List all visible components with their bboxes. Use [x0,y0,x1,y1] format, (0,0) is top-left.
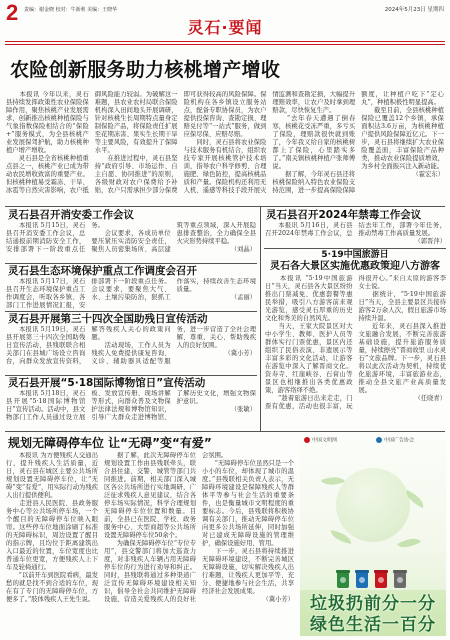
poster-org-left-label: 中国文明网 [312,437,338,444]
eco-headline: 灵石县生态环境保护重点工作调度会召开 [8,265,197,277]
poster-slogan-line2: 绿色生活一百分 [310,615,436,635]
poster-org-right-label: 中国广告协会 [384,437,415,444]
museum-day-byline: （张敏） [230,406,256,413]
tourism-text: 本报讯 “5·19中国旅游日”当天，灵石县各大景区纷纷推出门票减免、优惠套餐等惠民举措，吸引八方游客前来观光游览，感受灵石厚重的历史文化和秀美的自然风光。 当天，王家大院景区对大中小学生、教师、医护人员等群体实行门票优惠，景区内还组织了民俗表演、非遗展示等丰富多彩的文化活动，让游客在游览中深入了解晋商文化。资寿寺、红崖峡谷、石膏山等景区也相继推出各类优惠政策，游客络绎不绝。 “趁着旅游日出来走走，门票有优惠，活动也很丰富，玩得很开心。”来自太原的游客李女士说。 据统计，“5·19中国旅游日”当天，全县主要景区共接待游客2万余人次，假日旅游市场持续升温。 近年来，灵石县深入推进文旅融合发展，不断完善旅游基础设施，提升旅游服务质量，持续擦亮“晋商故里 山水灵石”文旅品牌。下一步，灵石县将以此次活动为契机，持续优化旅游环境，丰富旅游业态，推动全县文旅产业高质量发展。 [265,275,446,410]
fire-safety-body [6,222,256,262]
tourism-headline: 灵石各大景区实施优惠政策迎八方游客 [270,261,440,272]
poster-slogan-line1: 垃圾扔前分一分 [310,594,436,614]
disability-day-headline: 灵石县开展第三十四次全国助残日宣传活动 [8,313,208,325]
poster-org-left [304,437,337,445]
fire-safety-byline: （刘晶） [230,246,256,253]
museum-day-headline: 灵石县开展“5·18国际博物馆日”宣传活动 [8,377,206,389]
lead-article-body [6,91,444,203]
ad-association-logo-icon [376,437,382,443]
anti-drug-body [265,222,446,246]
hazardous-bin-icon [375,573,387,588]
disability-day-text: 本报讯 5月19日，灵石县开展第三十四次全国助残日宣传活动，县残联联合相关部门在县城广场设立咨询台，向群众发放宣传资料，解答残疾人关心的政策问题。 活动现场，工作人员为残疾人免费提供康复咨询、义诊、辅助器具适配等服务，进一步营造了全社会理解、尊重、关心、帮助残疾人的良好氛围。 [6,326,256,365]
poster-org-right [376,437,414,445]
feature-byline: （冀小芳） [262,596,294,603]
museum-day-body [6,390,256,430]
anti-drug-headline: 灵石县召开2024年禁毒工作会议 [266,209,422,221]
fire-safety-headline: 灵石县召开消安委工作会议 [8,209,134,221]
divider-bottom [5,431,445,432]
eco-byline: （孟丽） [230,294,256,301]
lead-byline: （霍宏东） [412,171,444,178]
feature-text: 本报讯 为方便残疾人交通出行，提升残疾人生活质量，近日，灵石县在城区主要公共场所规划设置无障碍停车位，让“无碍”变“有爱”，用实际行动为残疾人出行提供便利。 走进县人民医院、县政务服务中心等公共场所停车场，一个个醒目的无障碍停车位映入眼帘。这些停车位地面涂刷了标准的无障碍标识，周边设置了醒目的指示牌，且均位于距离建筑出入口最近的位置，车位宽度也比普通车位更宽，方便残疾人上下车及轮椅通行。 “以前开车到医院看病，最发愁的就是找不到合适的车位，现在有了专门的无障碍停车位，方便多了。”肢体残疾人王先生说。 据了解，此次无障碍停车位规划设置工作由县残联牵头，联合县住建、交警、城管等部门共同推进。前期，相关部门深入城区各公共场所进行实地调研，广泛征求残疾人意见建议，结合各停车场实际情况，科学合理规划无障碍停车位位置和数量。目前，全县已在医院、学校、政务服务中心、大型商超等公共场所设置无障碍停车位50余个。 为确保无障碍停车位“专位专用”，县交警部门将加大巡查力度，对非残疾人车辆占用无障碍停车位的行为进行劝导和纠正。同时，县残联将通过多种渠道广泛宣传无障碍环境建设相关知识，倡导全社会共同维护无障碍设施，营造关爱残疾人的良好社会氛围。 “无障碍停车位虽然只是一个小小的车位，却体现了城市的温度。”县残联相关负责人表示，无障碍环境建设是保障残疾人等群体平等参与社会生活的重要条件，也是衡量城市文明程度的重要标志。今后，县残联将积极协调有关部门，推动无障碍停车位向更多公共场所延伸，同时加强对已建成无障碍设施的管理维护，确保设施好用、管用。 下一步，灵石县将持续推进无障碍环境建设，不断完善城区无障碍设施，切实解决残疾人出行难题，让残疾人更加平等、充分、便捷地参与社会生活，共享经济社会发展成果。 [6,452,294,603]
editors-credit: 责编：谢金晓 校对：牛新莉 美编：王晓华 [24,7,118,13]
header-rule-thin [5,44,445,45]
kitchen-waste-bin-icon [337,573,349,588]
divider-lead [5,206,445,207]
tourism-kicker: 5·19中国旅游日 [321,250,389,260]
header-rule [5,41,445,42]
civilization-logo-icon [304,437,310,443]
divider-1 [5,263,257,264]
fire-safety-text: 本报讯 5月15日，灵石县召开消安委工作会议，总结通报前期消防安全工作，安排部署下一阶段重点任务。 会议要求，各成员单位要压紧压实消防安全责任，聚焦人员密集场所、高层建筑等重点领域，深入开展隐患排查整治，全力确保全县火灾形势持续平稳。 [6,222,256,253]
feature-headline: 规划无障碍停车位 让“无碍”变“有爱” [8,436,212,450]
anti-drug-text: 本报讯 5月16日，灵石县召开2024年禁毒工作会议，总结去年工作，部署今年任务，推动禁毒工作高质量发展。 [265,222,446,237]
other-waste-bin-icon [394,573,406,588]
divider-right [264,248,446,249]
garbage-sorting-poster [300,434,446,636]
tourism-byline: （任晓青） [414,395,446,402]
issue-date: 2024年5月23日 星期四 [384,7,444,13]
column-divider [260,207,261,431]
museum-day-text: 本报讯 5月18日，灵石县开展“5·18国际博物馆日”宣传活动。活动中，县文物部门工作人员通过设立展板、发放宣传册、现场讲解等形式，向群众普及文物保护法律法规和博物馆知识，引导广大群众走进博物馆、了解历史文化，增强文物保护意识。 [6,390,256,421]
globe-illustration-icon [336,468,410,542]
anti-drug-byline: （郭晋萍） [414,238,446,245]
tourism-body [265,275,446,427]
feature-body [6,452,294,635]
lead-headline: 农险创新服务助力核桃增产增收 [10,59,281,81]
disability-day-byline: （冀小芳） [224,350,256,357]
eco-body [6,278,256,310]
divider-2 [5,311,257,312]
page-number: 2 [6,0,19,25]
divider-3 [5,375,257,376]
eco-text: 本报讯 5月17日，灵石县召开生态环境保护重点工作调度会，听取各乡镇、各部门工作进展情况汇报，安排部署下一阶段重点任务。会议要求，要聚焦大气、水、土壤污染防治，狠抓工作落实，持续改善生态环境质量。 [6,278,256,309]
section-title: 灵石·要闻 [187,18,263,37]
disability-day-body [6,326,256,374]
leaf-icon [397,533,421,553]
lead-article-text: 本报讯 今年以来，灵石县持续发挥政策性农业保险保障作用，聚焦核桃产业发展需求，创新推出核桃种植保险与气象指数保险相结合的“保险+”服务模式，为全县核桃产业发展保驾护航，助力核桃种植户增产增收。 灵石县是全省核桃种植重点县之一，核桃产业已成为带动农民增收致富的重要产业。但核桃种植易受霜冻、干旱、冰雹等自然灾害影响，农户抵御风险能力较弱。为破解这一难题，县农业农村局联合保险机构深入田间地头开展调研，针对核桃生长周期特点量身定制保险产品，将保险责任扩展至花期冻害、果实生长期干旱等主要风险，有效提升了保障水平。 在推进过程中，灵石县坚持“政府引导、市场运作、自主自愿、协同推进”的原则，各级财政对农户保费给予补贴，农户只需承担少部分保费即可获得较高的风险保障。保险机构在各乡镇设立服务站点，配备专职协保员，为农户提供投保咨询、查勘定损、理赔兑付等“一站式”服务，做到应保尽保、应赔尽赔。 同时，灵石县将农业保险与技术服务有机结合，组织农技专家开展核桃管护技术培训，指导农户科学修剪、合理施肥、绿色防控，提高核桃品质和产量。保险机构还利用无人机、遥感等科技手段开展灾情监测和查勘定损，大幅提升理赔效率，让农户及时拿到理赔款，尽快恢复生产。 “去年春天遭遇了倒春寒，核桃花受冻严重，多亏买了保险，理赔款很快就到账了，今年我又给自家的核桃树都上了保险，心里踏实多了。”南关镇核桃种植户张师傅说。 据了解，今年灵石县还将核桃保险纳入特色农业保险支持范围，进一步提高保险保障额度，让种植户吃下“定心丸”，种植积极性明显提高。 截至目前，全县核桃种植保险已覆盖12个乡镇，承保面积达3.6万亩，为核桃种植户提供风险保障近亿元。下一步，灵石县将继续扩大农业保险覆盖面，丰富保险产品种类，推动农业保险提质增效，为乡村全面振兴注入新动能。 [6,91,444,194]
recyclable-bin-icon [356,573,368,588]
